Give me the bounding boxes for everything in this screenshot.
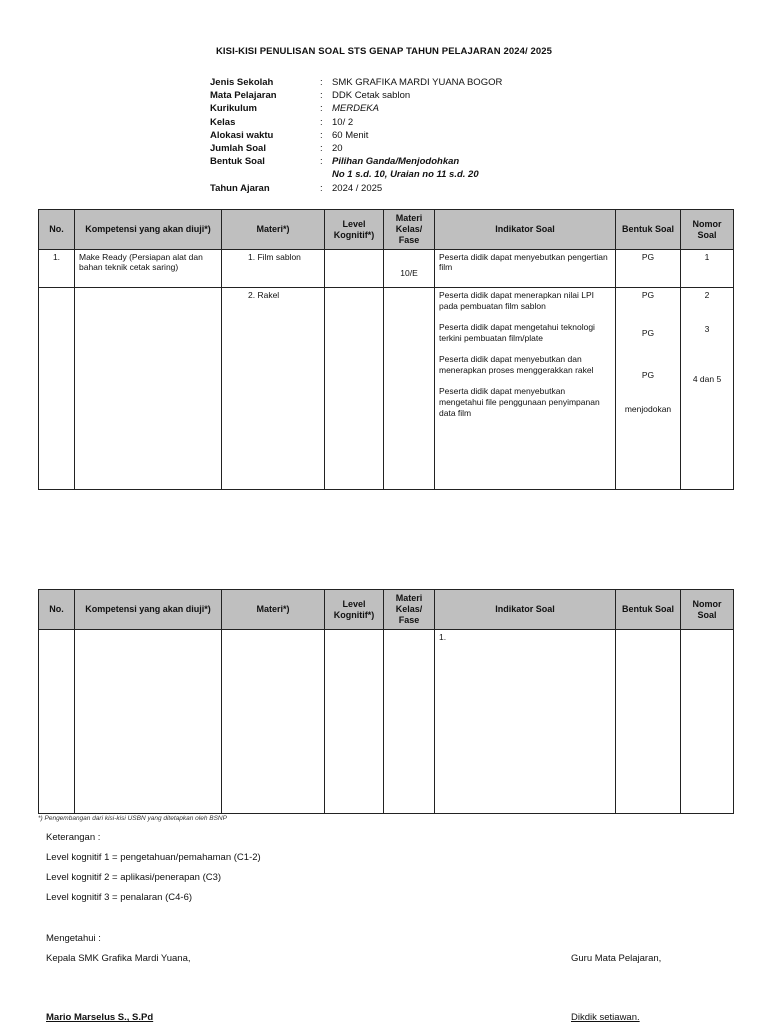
info-value: SMK GRAFIKA MARDI YUANA BOGOR [332, 77, 503, 88]
keterangan-heading: Keterangan : [46, 832, 101, 843]
table-row [39, 250, 734, 288]
info-value: 2024 / 2025 [332, 182, 383, 194]
header-kompetensi: Kompetensi yang akan diuji*) [75, 590, 222, 630]
table-header-row [39, 210, 734, 250]
info-row [210, 155, 502, 168]
indikator-item: Peserta didik dapat mengetahui teknologi terkini pembuatan film/plate [439, 322, 595, 343]
info-label: Tahun Ajaran [210, 182, 270, 194]
indikator-item: Peserta didik dapat menyebutkan mengetahui file penggunaan penyimpanan data film [439, 386, 600, 418]
cell-kelas [384, 288, 435, 490]
cell-indikator [435, 288, 616, 490]
kisi-table-2 [38, 589, 734, 814]
info-value: Pilihan Ganda/Menjodohkan [332, 156, 460, 168]
cell-level [325, 250, 384, 288]
keterangan-line: Level kognitif 1 = pengetahuan/pemahaman (C1-2) [46, 852, 261, 863]
info-label: Jumlah Soal [210, 142, 266, 154]
nomor-item: 3 [704, 324, 710, 334]
kisi-table-1 [38, 209, 734, 490]
header-nomor: Nomor Soal [681, 590, 734, 630]
info-value: DDK Cetak sablon [332, 90, 411, 102]
keterangan-line: Level kognitif 3 = penalaran (C4-6) [46, 892, 193, 903]
info-label: Alokasi waktu [210, 129, 274, 141]
header-indikator: Indikator Soal [435, 590, 616, 630]
document-title: KISI-KISI PENULISAN SOAL STS GENAP TAHUN PELAJARAN 2024/ 2025 [215, 46, 553, 57]
bentuk-item: PG [641, 328, 655, 338]
header-bentuk: Bentuk Soal [616, 590, 681, 630]
bentuk-item: PG [641, 370, 655, 380]
header-materi: Materi*) [222, 210, 325, 250]
nomor-item: 4 dan 5 [692, 374, 722, 384]
left-signer-title: Kepala SMK Grafika Mardi Yuana, [46, 953, 191, 964]
info-label [210, 168, 320, 181]
footnote: *) Pengembangan dari kisi-kisi USBN yang ditetapkan oleh BSNP [38, 815, 227, 822]
info-separator: : [320, 90, 323, 102]
info-row [210, 116, 502, 129]
info-separator: : [320, 116, 323, 128]
info-value: No 1 s.d. 10, Uraian no 11 s.d. 20 [332, 169, 479, 181]
info-row [210, 89, 502, 102]
header-nomor: Nomor Soal [681, 210, 734, 250]
cell-bentuk [616, 288, 681, 490]
info-row [210, 102, 502, 115]
cell-bentuk: PG [616, 250, 681, 288]
cell-materi: 1. Film sablon [222, 250, 325, 288]
info-separator: : [320, 142, 323, 154]
table-row [39, 630, 734, 814]
cell-kelas [384, 630, 435, 814]
mengetahui-label: Mengetahui : [46, 933, 101, 944]
info-separator: : [320, 156, 323, 168]
cell-materi [222, 630, 325, 814]
info-label: Kelas [210, 116, 236, 128]
keterangan-line: Level kognitif 2 = aplikasi/penerapan (C3) [46, 872, 222, 883]
info-label: Jenis Sekolah [210, 77, 274, 88]
info-value: 10/ 2 [332, 116, 354, 128]
info-separator: : [320, 129, 323, 141]
info-row [210, 182, 502, 195]
cell-kompetensi [75, 288, 222, 490]
cell-level [325, 630, 384, 814]
header-level: Level Kognitif*) [325, 590, 384, 630]
header-bentuk: Bentuk Soal [616, 210, 681, 250]
info-label: Kurikulum [210, 103, 257, 115]
table-row [39, 288, 734, 490]
nomor-item: 2 [704, 290, 710, 300]
info-separator: : [320, 182, 323, 194]
info-value: 20 [332, 142, 343, 154]
cell-kompetensi [75, 630, 222, 814]
school-info [210, 76, 502, 195]
cell-nomor [681, 288, 734, 490]
header-no: No. [39, 210, 75, 250]
cell-kompetensi: Make Ready (Persiapan alat dan bahan teknik cetak saring) [75, 250, 222, 288]
cell-no [39, 630, 75, 814]
header-level: Level Kognitif*) [325, 210, 384, 250]
table-header-row [39, 590, 734, 630]
cell-level [325, 288, 384, 490]
info-value: 60 Menit [332, 129, 369, 141]
header-materi: Materi*) [222, 590, 325, 630]
info-row [210, 168, 502, 181]
info-separator: : [320, 103, 323, 115]
indikator-item: Peserta didik dapat menerapkan nilai LPI pada pembuatan film sablon [439, 290, 594, 311]
left-signer-name: Mario Marselus S., S.Pd [46, 1012, 154, 1023]
right-signer-name: Dikdik setiawan. [571, 1012, 640, 1023]
header-kompetensi: Kompetensi yang akan diuji*) [75, 210, 222, 250]
info-label: Bentuk Soal [210, 156, 265, 168]
info-row [210, 76, 502, 89]
bentuk-item: menjodokan [624, 404, 672, 414]
cell-bentuk [616, 630, 681, 814]
cell-no: 1. [39, 250, 75, 288]
cell-nomor [681, 630, 734, 814]
header-no: No. [39, 590, 75, 630]
info-label: Mata Pelajaran [210, 90, 277, 102]
bentuk-item: PG [641, 290, 655, 300]
header-indikator: Indikator Soal [435, 210, 616, 250]
cell-kelas: 10/E [384, 250, 435, 288]
cell-no [39, 288, 75, 490]
right-signer-title: Guru Mata Pelajaran, [571, 953, 662, 964]
header-kelas: Materi Kelas/ Fase [384, 210, 435, 250]
cell-indikator: 1. [435, 630, 616, 814]
header-kelas: Materi Kelas/ Fase [384, 590, 435, 630]
info-separator: : [320, 77, 323, 88]
cell-indikator: Peserta didik dapat menyebutkan pengertian film [435, 250, 616, 288]
cell-materi: 2. Rakel [222, 288, 325, 490]
info-value: MERDEKA [332, 103, 379, 115]
info-separator [320, 168, 332, 181]
info-row [210, 142, 502, 155]
info-row [210, 129, 502, 142]
indikator-item: Peserta didik dapat menyebutkan dan menerapkan proses menggerakkan rakel [439, 354, 594, 375]
cell-nomor: 1 [681, 250, 734, 288]
